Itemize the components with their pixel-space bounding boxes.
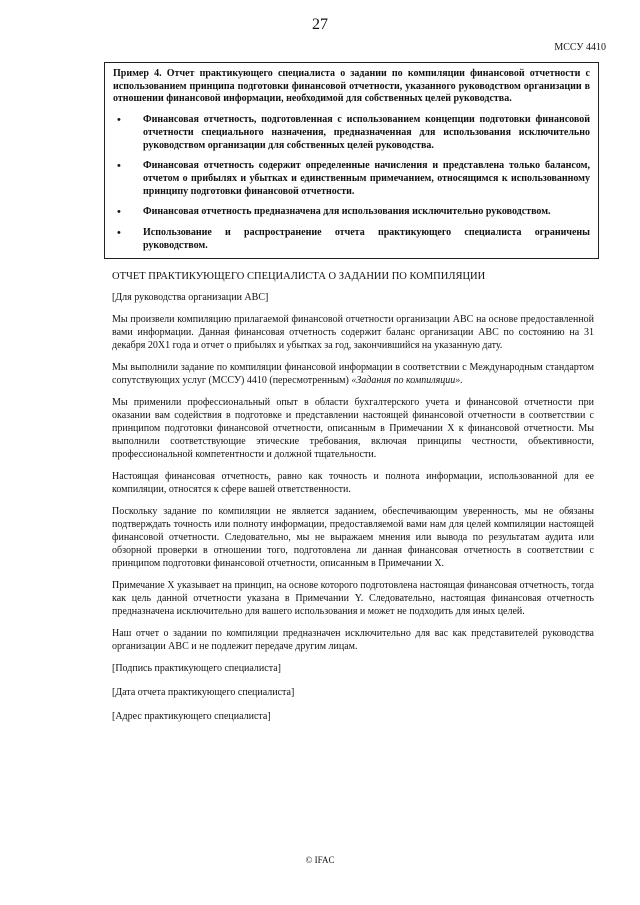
example-bullet-list: [113, 114, 590, 252]
report-body: [112, 270, 594, 734]
example-box: [104, 62, 599, 259]
example-bullet: • Финансовая отчетность, подготовленная с использованием концепции подготовки финансовой отчетности специального назначения, предназначенная для использования исключительно руководством организации для собственных целей руководства.: [113, 114, 590, 152]
paragraph-text: Мы выполнили задание по компиляции финансовой информации в соответствии с Международным стандартом сопутствующих услуг (МССУ) 4410 (пересмотренным): [112, 362, 594, 386]
report-paragraph: Настоящая финансовая отчетность, равно как точность и полнота информации, использованной для ее компиляции, относятся к сфере вашей ответственности.: [112, 471, 594, 495]
document-code: МССУ 4410: [554, 42, 606, 53]
report-heading: ОТЧЕТ ПРАКТИКУЮЩЕГО СПЕЦИАЛИСТА О ЗАДАНИИ ПО КОМПИЛЯЦИИ: [112, 271, 486, 282]
page-number: 27: [312, 16, 328, 33]
report-paragraph: Мы произвели компиляцию прилагаемой финансовой отчетности организации ABC на основе предоставленной вами информации. Данная финансовая отчетность содержит баланс организации ABC по состоянию на 31 декабря 20X1 года и отчет о прибылях и убытках за год, закончившийся на указанную дату.: [112, 314, 594, 351]
standard-title: «Задания по компиляции».: [351, 375, 463, 386]
report-paragraph: Наш отчет о задании по компиляции предназначен исключительно для вас как представителей руководства организации ABC и не подлежит передаче другим лицам.: [112, 628, 594, 652]
report-paragraph: Поскольку задание по компиляции не является заданием, обеспечивающим уверенность, мы не обязаны подтверждать точность или полноту информации, предоставляемой вами нам для целей компиляции настоящей финансовой отчетности. Следовательно, мы не выражаем мнения или вывода по результатам аудита или обзорной проверки в отношении того, подготовлена ли данная финансовая отчетность в соответствии с принципом подготовки финансовой отчетности, описанным в Примечании X.: [112, 506, 594, 569]
example-bullet: • Финансовая отчетность содержит определенные начисления и представлена только балансом, отчетом о прибылях и убытках и единственным примечанием, относящимся к использованному принципу подготовки финансовой отчетности.: [113, 160, 590, 198]
signature-placeholder: [Подпись практикующего специалиста]: [112, 663, 281, 674]
copyright-footer: © IFAC: [305, 855, 335, 865]
date-placeholder: [Дата отчета практикующего специалиста]: [112, 687, 295, 698]
report-addressee: [Для руководства организации ABC]: [112, 292, 269, 303]
report-paragraph: Примечание X указывает на принцип, на основе которого подготовлена настоящая финансовая отчетность, тогда как цель данной отчетности указана в Примечании Y. Следовательно, настоящая финансовая отчетность предназначена исключительно для вашего использования и может не подходить для иных целей.: [112, 580, 594, 617]
example-bullet: • Использование и распространение отчета практикующего специалиста ограничены руководством.: [113, 227, 590, 252]
example-bullet: • Финансовая отчетность предназначена для использования исключительно руководством.: [113, 206, 590, 219]
report-paragraph: Мы применили профессиональный опыт в области бухгалтерского учета и финансовой отчетности при оказании вам содействия в подготовке и представлении настоящей финансовой отчетности в соответствии с принципом подготовки финансовой отчетности, описанным в Примечании X к финансовой отчетности. Мы выполнили соответствующие этические требования, включая принципы честности, объективности, профессиональной компетентности и должной тщательности.: [112, 397, 594, 460]
address-placeholder: [Адрес практикующего специалиста]: [112, 711, 271, 722]
report-paragraph: [112, 361, 594, 387]
example-title: Пример 4. Отчет практикующего специалиста о задании по компиляции финансовой отчетности с использованием принципа подготовки финансовой отчетности, указанного руководством организации в отношении финансовой информации, необходимой для собственных целей руководства.: [113, 68, 590, 105]
